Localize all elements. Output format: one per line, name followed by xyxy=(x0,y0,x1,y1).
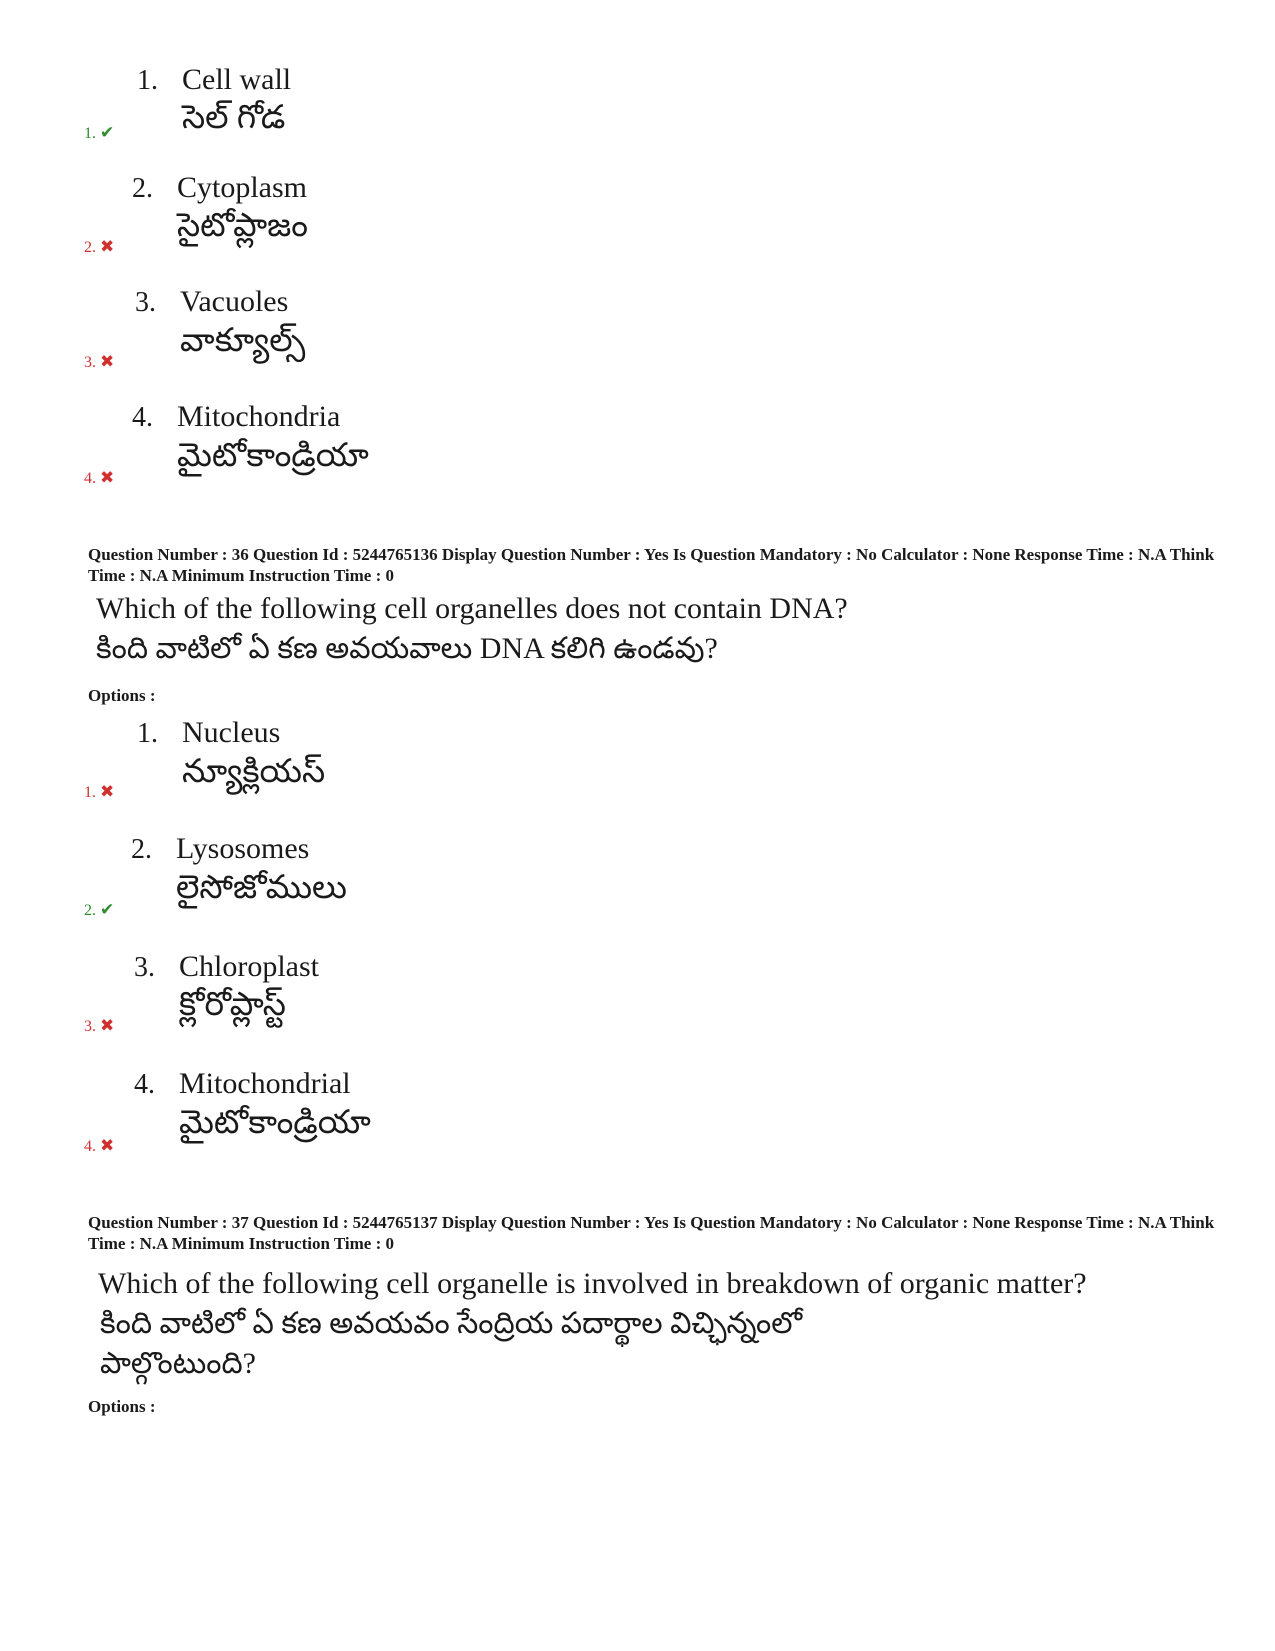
option-text-en: Nucleus xyxy=(182,716,281,749)
question-meta: Question Number : 37 Question Id : 5244765137 Display Question Number : Yes Is Question Mandatory : No Calculator : None Response Time : N.A Think Time : N.A Minimum Instruction Time : 0 xyxy=(88,1213,1215,1253)
question-text-te-line1: కింది వాటిలో ఏ కణ అవయవం సేంద్రియ పదార్థాల విచ్ఛిన్నంలో xyxy=(100,1307,803,1340)
option-marker: 2. ✔ xyxy=(84,900,115,919)
options-label: Options : xyxy=(88,1397,156,1416)
cross-icon: ✖ xyxy=(100,782,115,801)
option-text-te: న్యూక్లియస్ xyxy=(182,754,326,790)
option-number: 1. xyxy=(137,65,158,96)
option-marker: 4. ✖ xyxy=(84,1136,115,1155)
option-text-te: లైసోజోములు xyxy=(176,870,347,906)
option-text-te: మైటోకాండ్రియా xyxy=(177,438,369,474)
option-number: 3. xyxy=(135,287,156,318)
question-meta: Question Number : 36 Question Id : 5244765136 Display Question Number : Yes Is Question Mandatory : No Calculator : None Response Time : N.A Think Time : N.A Minimum Instruction Time : 0 xyxy=(88,545,1215,585)
option-text-en: Mitochondrial xyxy=(179,1067,351,1100)
cross-icon: ✖ xyxy=(100,1016,115,1035)
check-icon: ✔ xyxy=(100,900,115,919)
option-text-te: వాక్యూల్స్ xyxy=(180,323,306,359)
option-text-en: Vacuoles xyxy=(180,285,289,318)
option-text-te: క్లోరోప్లాస్ట్ xyxy=(179,987,286,1023)
option-marker: 3. ✖ xyxy=(84,1016,115,1035)
option-text-te: మైటోకాండ్రియా xyxy=(179,1105,371,1141)
option-number: 2. xyxy=(131,834,152,865)
cross-icon: ✖ xyxy=(100,237,115,256)
question-text-te: కింది వాటిలో ఏ కణ అవయవాలు DNA కలిగి ఉండవు? xyxy=(96,632,718,665)
check-icon: ✔ xyxy=(100,123,115,142)
option-marker: 1. ✖ xyxy=(84,782,115,801)
option-number: 4. xyxy=(132,402,153,433)
cross-icon: ✖ xyxy=(100,1136,115,1155)
option-marker: 1. ✔ xyxy=(84,123,115,142)
option-text-en: Chloroplast xyxy=(179,950,319,983)
option-marker: 4. ✖ xyxy=(84,468,115,487)
question-text-en: Which of the following cell organelles does not contain DNA? xyxy=(96,592,848,625)
option-text-en: Mitochondria xyxy=(177,400,341,433)
option-number: 2. xyxy=(132,173,153,204)
option-marker: 2. ✖ xyxy=(84,237,115,256)
option-text-en: Cytoplasm xyxy=(177,171,308,204)
question-text-en: Which of the following cell organelle is involved in breakdown of organic matter? xyxy=(98,1267,1087,1300)
option-number: 3. xyxy=(134,952,155,983)
options-label: Options : xyxy=(88,686,156,705)
question-text-te-line2: పాల్గొంటుంది? xyxy=(100,1347,256,1380)
option-text-en: Cell wall xyxy=(182,63,292,96)
cross-icon: ✖ xyxy=(100,352,115,371)
option-marker: 3. ✖ xyxy=(84,352,115,371)
option-text-en: Lysosomes xyxy=(176,832,310,865)
option-text-te: సెల్ గోడ xyxy=(182,100,286,136)
option-number: 4. xyxy=(134,1069,155,1100)
option-text-te: సైటోప్లాజం xyxy=(177,208,309,244)
cross-icon: ✖ xyxy=(100,468,115,487)
option-number: 1. xyxy=(137,718,158,749)
